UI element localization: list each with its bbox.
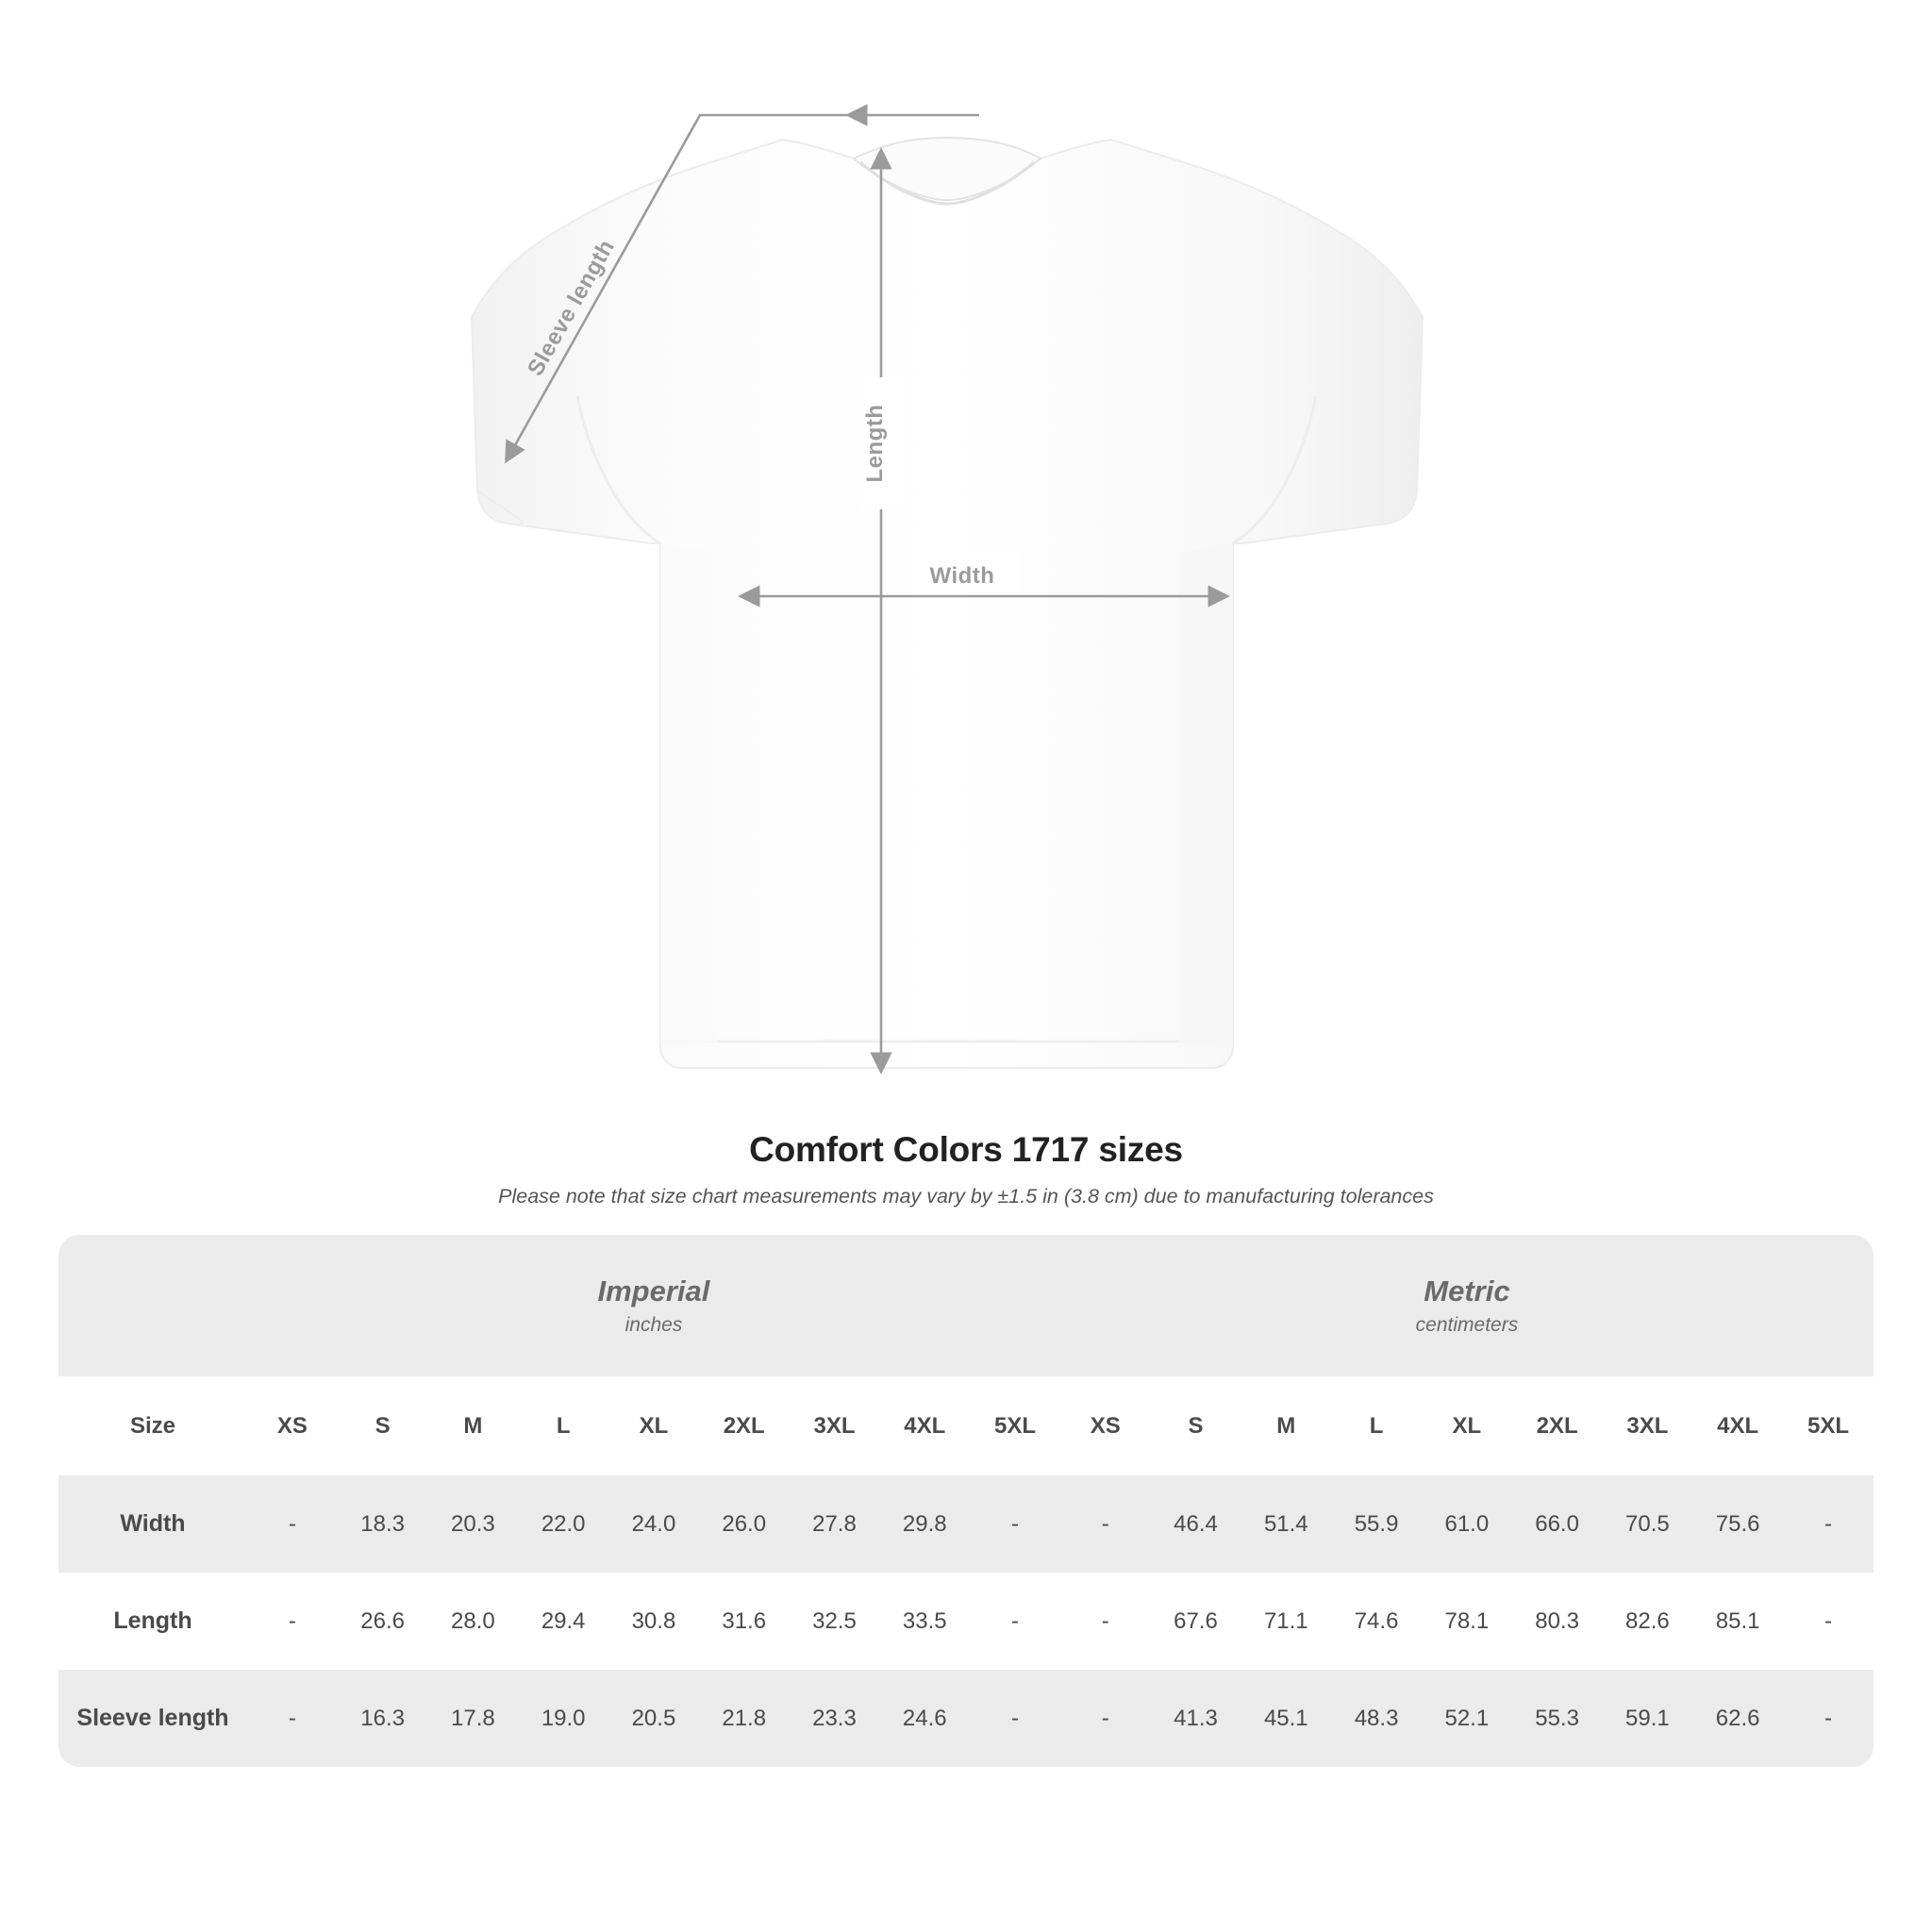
cell-metric-3xl: 82.6 [1602, 1573, 1692, 1670]
unit-header-row [58, 1235, 1874, 1376]
cell-metric-3xl: 59.1 [1602, 1670, 1692, 1767]
cell-metric-4xl: 62.6 [1692, 1670, 1783, 1767]
unit-header-metric [1060, 1235, 1874, 1376]
size-header-3xl: 3XL [1602, 1376, 1692, 1475]
cell-imperial-4xl: 33.5 [879, 1573, 970, 1670]
unit-sub: centimeters [1415, 1313, 1519, 1336]
cell-metric-l: 55.9 [1331, 1475, 1422, 1573]
size-header-m: M [428, 1376, 519, 1475]
svg-text:Sleeve length: Sleeve length [523, 235, 620, 381]
cell-metric-s: 41.3 [1151, 1670, 1241, 1767]
size-table [58, 1235, 1874, 1767]
svg-text:Length: Length [862, 404, 888, 483]
cell-imperial-2xl: 21.8 [699, 1670, 790, 1767]
cell-metric-5xl: - [1783, 1573, 1874, 1670]
size-header-5xl: 5XL [1783, 1376, 1874, 1475]
cell-imperial-4xl: 29.8 [879, 1475, 970, 1573]
size-header-s: S [1151, 1376, 1241, 1475]
cell-imperial-xl: 24.0 [608, 1475, 699, 1573]
cell-metric-2xl: 55.3 [1512, 1670, 1603, 1767]
size-header-xl: XL [608, 1376, 699, 1475]
cell-imperial-m: 28.0 [428, 1573, 519, 1670]
size-header-4xl: 4XL [879, 1376, 970, 1475]
cell-metric-m: 51.4 [1241, 1475, 1331, 1573]
svg-text:Width: Width [929, 563, 995, 589]
cell-imperial-xl: 30.8 [608, 1573, 699, 1670]
cell-metric-xl: 78.1 [1422, 1573, 1512, 1670]
chart-subtitle: Please note that size chart measurements may vary by ±1.5 in (3.8 cm) due to manufacturing tolerances [498, 1185, 1434, 1208]
cell-imperial-s: 18.3 [338, 1475, 428, 1573]
cell-metric-4xl: 75.6 [1692, 1475, 1783, 1573]
table-row [58, 1670, 1874, 1767]
cell-metric-xs: - [1060, 1475, 1151, 1573]
cell-metric-2xl: 80.3 [1512, 1573, 1603, 1670]
size-label-cell: Size [58, 1376, 247, 1475]
cell-imperial-s: 16.3 [338, 1670, 428, 1767]
tshirt-shape [472, 138, 1423, 1068]
cell-imperial-m: 20.3 [428, 1475, 519, 1573]
cell-imperial-m: 17.8 [428, 1670, 519, 1767]
size-header-2xl: 2XL [699, 1376, 790, 1475]
size-header-xs: XS [247, 1376, 338, 1475]
unit-name: Imperial [597, 1274, 710, 1308]
cell-imperial-5xl: - [970, 1475, 1060, 1573]
size-header-3xl: 3XL [790, 1376, 880, 1475]
unit-header-spacer [58, 1235, 247, 1376]
size-header-5xl: 5XL [970, 1376, 1060, 1475]
row-label-sleeve-length: Sleeve length [58, 1670, 247, 1767]
cell-imperial-3xl: 27.8 [790, 1475, 880, 1573]
cell-imperial-3xl: 32.5 [790, 1573, 880, 1670]
size-header-row [58, 1376, 1874, 1475]
cell-metric-l: 74.6 [1331, 1573, 1422, 1670]
cell-metric-m: 71.1 [1241, 1573, 1331, 1670]
size-header-m: M [1241, 1376, 1331, 1475]
cell-imperial-3xl: 23.3 [790, 1670, 880, 1767]
cell-metric-l: 48.3 [1331, 1670, 1422, 1767]
size-header-s: S [338, 1376, 428, 1475]
chart-title: Comfort Colors 1717 sizes [749, 1130, 1183, 1169]
unit-header-imperial [247, 1235, 1060, 1376]
cell-imperial-5xl: - [970, 1573, 1060, 1670]
table-row [58, 1573, 1874, 1670]
cell-metric-5xl: - [1783, 1670, 1874, 1767]
cell-imperial-s: 26.6 [338, 1573, 428, 1670]
cell-metric-3xl: 70.5 [1602, 1475, 1692, 1573]
table-row [58, 1475, 1874, 1573]
cell-imperial-xl: 20.5 [608, 1670, 699, 1767]
cell-metric-s: 67.6 [1151, 1573, 1241, 1670]
cell-metric-2xl: 66.0 [1512, 1475, 1603, 1573]
cell-imperial-4xl: 24.6 [879, 1670, 970, 1767]
cell-metric-xs: - [1060, 1573, 1151, 1670]
cell-imperial-2xl: 31.6 [699, 1573, 790, 1670]
cell-imperial-5xl: - [970, 1670, 1060, 1767]
cell-metric-xs: - [1060, 1670, 1151, 1767]
cell-metric-xl: 52.1 [1422, 1670, 1512, 1767]
size-header-l: L [1331, 1376, 1422, 1475]
cell-imperial-xs: - [247, 1475, 338, 1573]
cell-imperial-l: 29.4 [518, 1573, 608, 1670]
cell-imperial-l: 22.0 [518, 1475, 608, 1573]
cell-metric-m: 45.1 [1241, 1670, 1331, 1767]
unit-name: Metric [1424, 1274, 1510, 1308]
row-label-length: Length [58, 1573, 247, 1670]
cell-imperial-l: 19.0 [518, 1670, 608, 1767]
cell-imperial-2xl: 26.0 [699, 1475, 790, 1573]
cell-metric-s: 46.4 [1151, 1475, 1241, 1573]
cell-metric-xl: 61.0 [1422, 1475, 1512, 1573]
row-label-width: Width [58, 1475, 247, 1573]
cell-imperial-xs: - [247, 1573, 338, 1670]
size-header-2xl: 2XL [1512, 1376, 1603, 1475]
size-header-xl: XL [1422, 1376, 1512, 1475]
size-table-wrapper [58, 1235, 1874, 1767]
cell-metric-4xl: 85.1 [1692, 1573, 1783, 1670]
size-header-xs: XS [1060, 1376, 1151, 1475]
size-header-4xl: 4XL [1692, 1376, 1783, 1475]
cell-imperial-xs: - [247, 1670, 338, 1767]
unit-sub: inches [625, 1313, 683, 1336]
size-header-l: L [518, 1376, 608, 1475]
cell-metric-5xl: - [1783, 1475, 1874, 1573]
